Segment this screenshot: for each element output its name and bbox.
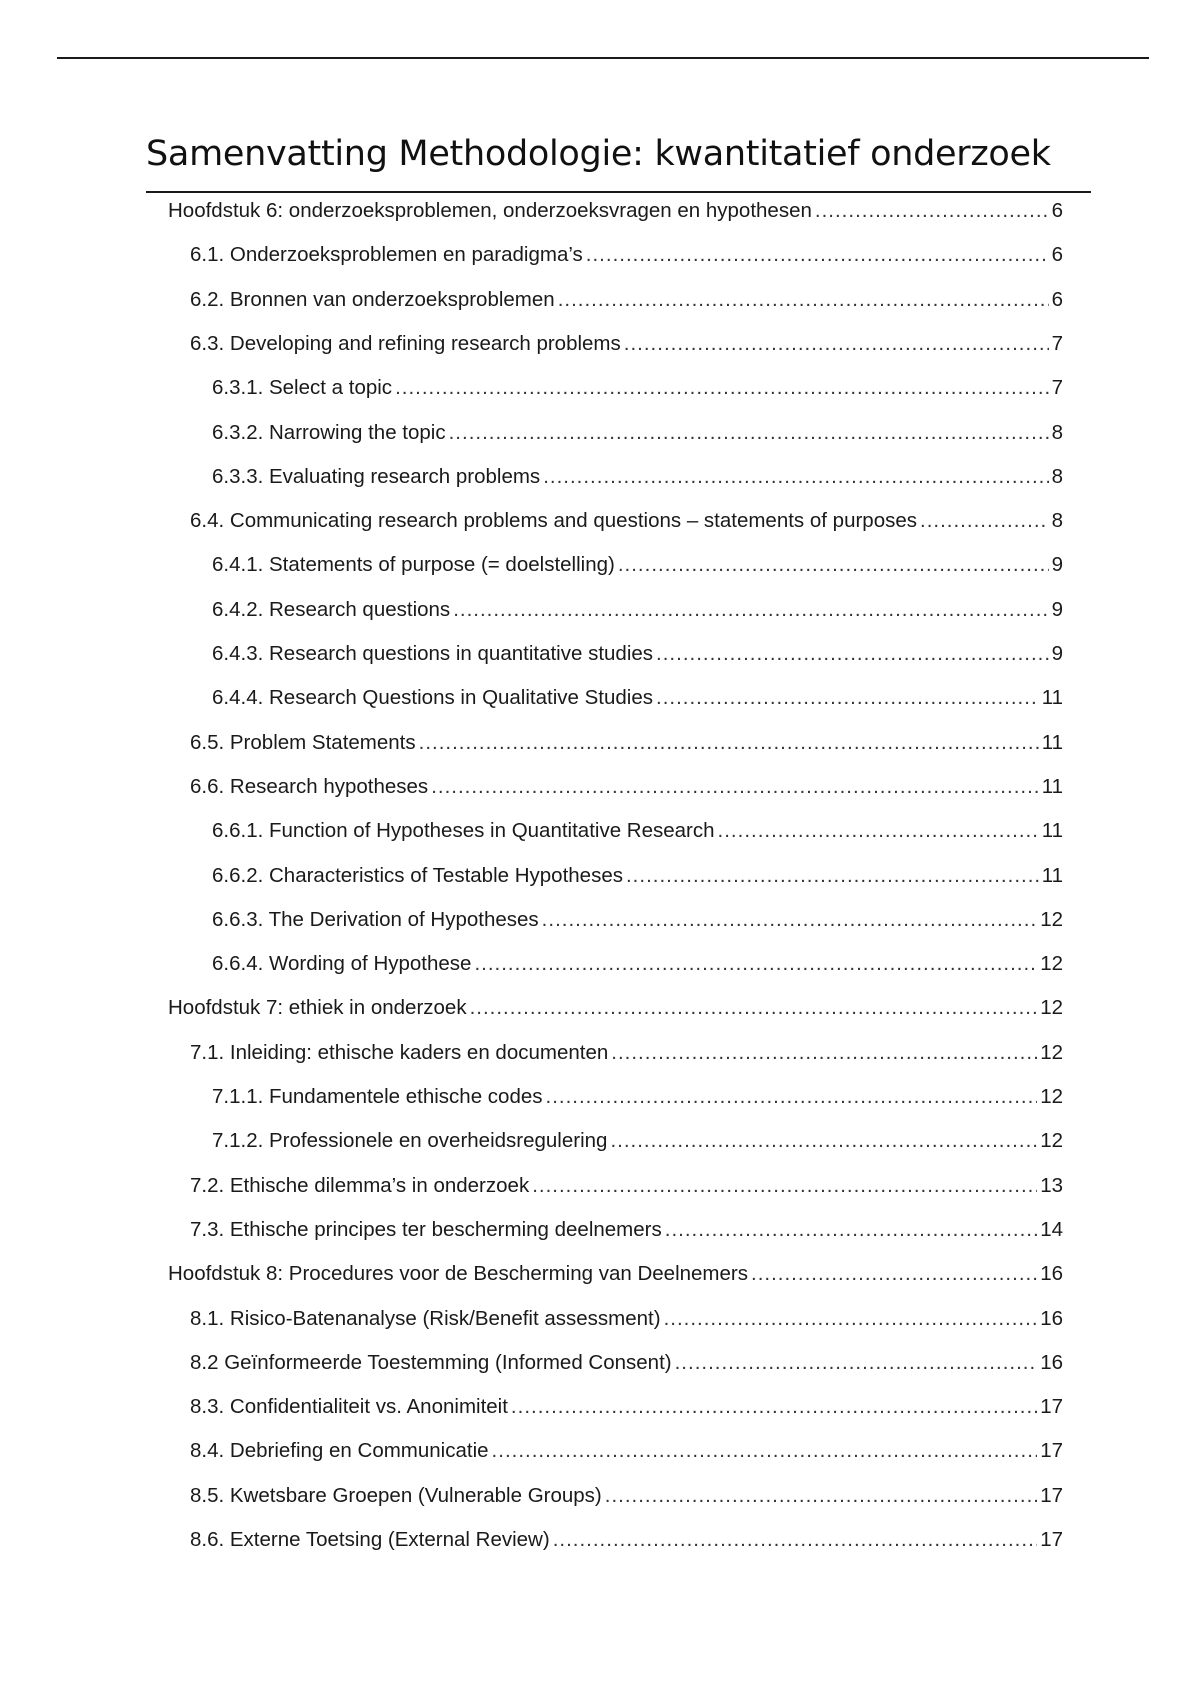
toc-entry-title: 6.3.3. Evaluating research problems [212, 465, 541, 488]
toc-dot-leader [543, 464, 1048, 490]
toc-page-number: 8 [1051, 509, 1063, 532]
toc-page-number: 6 [1051, 199, 1063, 222]
toc-page-number: 12 [1040, 1085, 1063, 1108]
toc-entry-title: 7.1.2. Professionele en overheidsregulering [212, 1129, 608, 1152]
toc-page-number: 11 [1041, 731, 1063, 754]
toc-dot-leader [815, 198, 1049, 224]
toc-entry[interactable] [212, 1084, 1063, 1110]
toc-entry-title: 7.1.1. Fundamentele ethische codes [212, 1085, 543, 1108]
toc-entry[interactable] [190, 1438, 1063, 1464]
toc-page-number: 16 [1040, 1307, 1063, 1330]
toc-entry-title: 8.4. Debriefing en Communicatie [190, 1439, 489, 1462]
toc-dot-leader [395, 375, 1049, 401]
toc-dot-leader [453, 597, 1048, 623]
toc-entry[interactable] [190, 1483, 1063, 1509]
toc-entry[interactable] [190, 1350, 1063, 1376]
toc-dot-leader [586, 242, 1049, 268]
toc-entry[interactable] [190, 1040, 1063, 1066]
page-header-rule [57, 57, 1149, 59]
toc-dot-leader [618, 552, 1049, 578]
toc-entry[interactable] [190, 508, 1063, 534]
toc-page-number: 12 [1040, 996, 1063, 1019]
toc-entry[interactable] [212, 375, 1063, 401]
toc-page-number: 16 [1040, 1351, 1063, 1374]
toc-dot-leader [656, 685, 1039, 711]
toc-entry[interactable] [190, 1527, 1063, 1553]
toc-entry-title: 6.4.3. Research questions in quantitative studies [212, 642, 654, 665]
toc-entry[interactable] [190, 242, 1063, 268]
toc-dot-leader [532, 1173, 1037, 1199]
toc-dot-leader [751, 1261, 1037, 1287]
toc-dot-leader [611, 1040, 1037, 1066]
toc-dot-leader [605, 1483, 1037, 1509]
toc-entry[interactable] [168, 995, 1063, 1021]
toc-entry-title: 7.1. Inleiding: ethische kaders en documenten [190, 1041, 609, 1064]
toc-page-number: 17 [1040, 1395, 1063, 1418]
toc-page-number: 11 [1041, 864, 1063, 887]
toc-dot-leader [558, 287, 1049, 313]
toc-entry[interactable] [212, 685, 1063, 711]
toc-dot-leader [718, 818, 1039, 844]
toc-entry[interactable] [190, 1217, 1063, 1243]
toc-entry-title: 6.3.1. Select a topic [212, 376, 393, 399]
toc-dot-leader [626, 863, 1039, 889]
toc-page-number: 6 [1051, 243, 1063, 266]
toc-entry[interactable] [168, 1261, 1063, 1287]
toc-entry-title: 6.4. Communicating research problems and questions – statements of purposes [190, 509, 917, 532]
toc-dot-leader [419, 730, 1039, 756]
toc-entry[interactable] [212, 552, 1063, 578]
toc-page-number: 6 [1051, 288, 1063, 311]
document-title: Samenvatting Methodologie: kwantitatief onderzoek [146, 134, 1051, 174]
toc-entry[interactable] [212, 420, 1063, 446]
toc-page-number: 17 [1040, 1528, 1063, 1551]
toc-page-number: 11 [1041, 686, 1063, 709]
toc-entry-title: 7.2. Ethische dilemma’s in onderzoek [190, 1174, 530, 1197]
toc-dot-leader [664, 1306, 1038, 1332]
toc-page-number: 13 [1040, 1174, 1063, 1197]
toc-entry-title: 6.3. Developing and refining research problems [190, 332, 621, 355]
toc-entry-title: Hoofdstuk 7: ethiek in onderzoek [168, 996, 467, 1019]
toc-page-number: 17 [1040, 1439, 1063, 1462]
toc-entry[interactable] [168, 198, 1063, 224]
toc-page-number: 9 [1051, 553, 1063, 576]
toc-dot-leader [920, 508, 1049, 534]
toc-entry-title: 7.3. Ethische principes ter bescherming deelnemers [190, 1218, 662, 1241]
toc-entry-title: 6.6.2. Characteristics of Testable Hypotheses [212, 864, 623, 887]
toc-dot-leader [431, 774, 1039, 800]
toc-dot-leader [553, 1527, 1038, 1553]
toc-entry[interactable] [190, 774, 1063, 800]
toc-dot-leader [546, 1084, 1038, 1110]
toc-entry[interactable] [190, 331, 1063, 357]
toc-entry[interactable] [212, 597, 1063, 623]
toc-page-number: 14 [1040, 1218, 1063, 1241]
toc-entry[interactable] [212, 464, 1063, 490]
toc-entry-title: 6.4.4. Research Questions in Qualitative Studies [212, 686, 653, 709]
toc-entry[interactable] [212, 641, 1063, 667]
toc-entry-title: 8.1. Risico-Batenanalyse (Risk/Benefit assessment) [190, 1307, 661, 1330]
toc-entry-title: 6.5. Problem Statements [190, 731, 416, 754]
toc-dot-leader [449, 420, 1049, 446]
toc-page-number: 7 [1051, 332, 1063, 355]
toc-entry[interactable] [190, 1173, 1063, 1199]
toc-page-number: 8 [1051, 465, 1063, 488]
toc-page-number: 17 [1040, 1484, 1063, 1507]
toc-page-number: 12 [1040, 952, 1063, 975]
toc-page-number: 12 [1040, 1041, 1063, 1064]
toc-page-number: 12 [1040, 1129, 1063, 1152]
toc-dot-leader [542, 907, 1038, 933]
toc-dot-leader [511, 1394, 1037, 1420]
toc-entry[interactable] [212, 1128, 1063, 1154]
toc-page-number: 11 [1041, 819, 1063, 842]
toc-entry[interactable] [212, 951, 1063, 977]
toc-entry[interactable] [190, 287, 1063, 313]
toc-entry-title: 6.4.2. Research questions [212, 598, 451, 621]
toc-entry-title: 6.1. Onderzoeksproblemen en paradigma’s [190, 243, 583, 266]
toc-page-number: 9 [1051, 642, 1063, 665]
toc-dot-leader [610, 1128, 1037, 1154]
toc-entry-title: 8.5. Kwetsbare Groepen (Vulnerable Groups) [190, 1484, 602, 1507]
toc-entry-title: 6.6.3. The Derivation of Hypotheses [212, 908, 539, 931]
toc-entry-title: 6.6.1. Function of Hypotheses in Quantitative Research [212, 819, 715, 842]
toc-entry-title: 8.6. Externe Toetsing (External Review) [190, 1528, 550, 1551]
toc-dot-leader [470, 995, 1038, 1021]
toc-entry-title: 6.2. Bronnen van onderzoeksproblemen [190, 288, 555, 311]
toc-entry-title: 6.6.4. Wording of Hypothese [212, 952, 472, 975]
toc-page-number: 12 [1040, 908, 1063, 931]
toc-entry[interactable] [190, 1394, 1063, 1420]
toc-entry[interactable] [190, 1306, 1063, 1332]
toc-page-number: 7 [1051, 376, 1063, 399]
toc-entry-title: 8.3. Confidentialiteit vs. Anonimiteit [190, 1395, 508, 1418]
toc-entry-title: 6.6. Research hypotheses [190, 775, 429, 798]
toc-entry-title: 8.2 Geïnformeerde Toestemming (Informed Consent) [190, 1351, 672, 1374]
toc-dot-leader [665, 1217, 1037, 1243]
toc-entry[interactable] [212, 818, 1063, 844]
title-underline [146, 191, 1091, 193]
toc-page-number: 8 [1051, 421, 1063, 444]
toc-entry[interactable] [190, 730, 1063, 756]
toc-page-number: 16 [1040, 1262, 1063, 1285]
toc-entry-title: Hoofdstuk 6: onderzoeksproblemen, onderzoeksvragen en hypothesen [168, 199, 812, 222]
toc-entry[interactable] [212, 907, 1063, 933]
toc-entry-title: 6.4.1. Statements of purpose (= doelstelling) [212, 553, 615, 576]
toc-page-number: 9 [1051, 598, 1063, 621]
toc-dot-leader [675, 1350, 1038, 1376]
toc-dot-leader [474, 951, 1037, 977]
toc-entry[interactable] [212, 863, 1063, 889]
toc-page-number: 11 [1041, 775, 1063, 798]
toc-dot-leader [624, 331, 1049, 357]
toc-entry-title: Hoofdstuk 8: Procedures voor de Bescherming van Deelnemers [168, 1262, 748, 1285]
toc-dot-leader [492, 1438, 1038, 1464]
toc-dot-leader [656, 641, 1049, 667]
toc-entry-title: 6.3.2. Narrowing the topic [212, 421, 446, 444]
